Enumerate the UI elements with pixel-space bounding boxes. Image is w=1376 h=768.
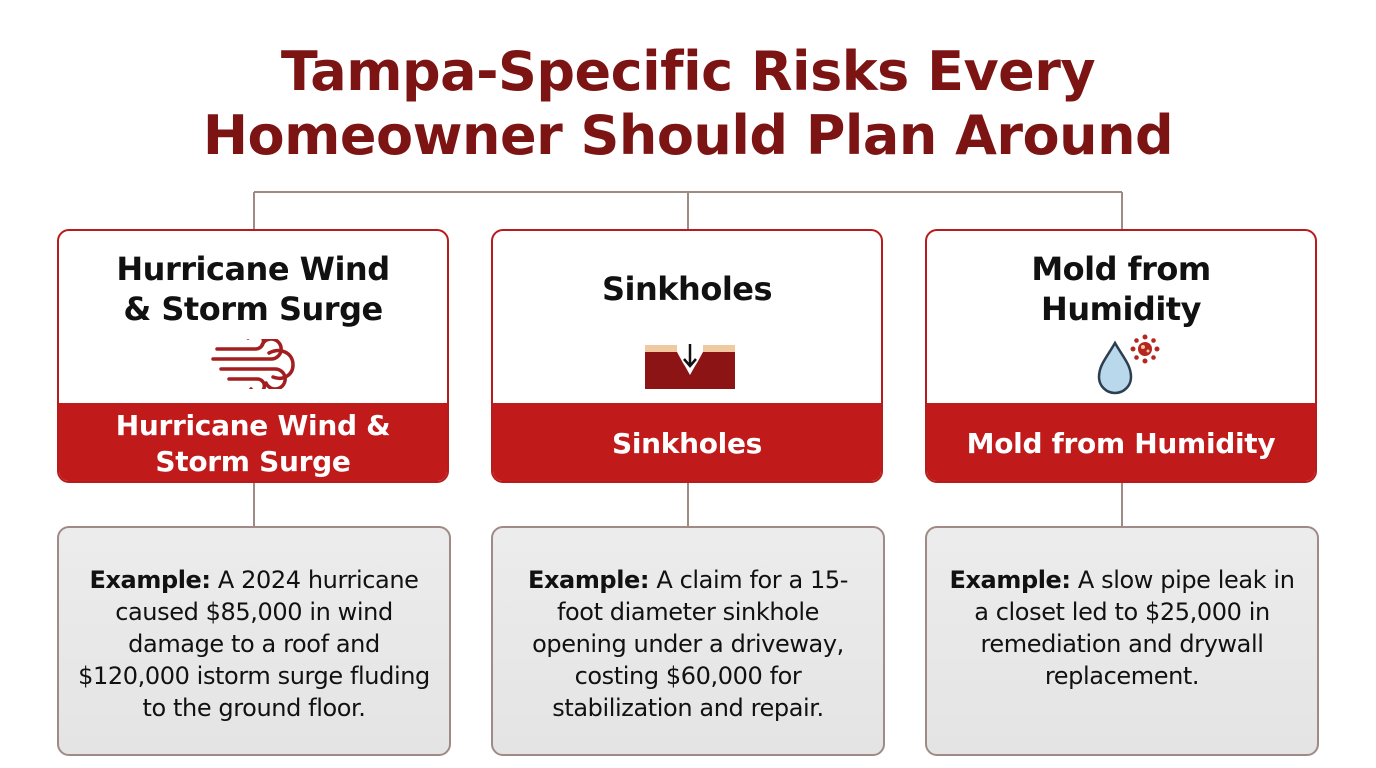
risk-card-title: Sinkholes bbox=[601, 270, 773, 308]
example-label: Example: bbox=[527, 566, 650, 594]
example-body: A claim for a 15-foot diameter sinkhole opening under a driveway, costing $60,000 for stabilization and repair. bbox=[532, 566, 849, 722]
example-label: Example: bbox=[949, 566, 1071, 594]
risk-card-title-line-2: & Storm Surge bbox=[123, 290, 383, 328]
risk-card-header bbox=[493, 231, 881, 403]
risk-card-band: Mold from Humidity bbox=[927, 403, 1315, 483]
example-box-mold bbox=[925, 526, 1319, 756]
example-label: Example: bbox=[89, 566, 211, 594]
water-drop-mold-icon bbox=[1093, 331, 1163, 401]
example-text bbox=[941, 564, 1303, 692]
example-box-hurricane bbox=[57, 526, 451, 756]
risk-card-header bbox=[59, 231, 447, 403]
risk-card-mold bbox=[925, 229, 1317, 483]
example-text bbox=[73, 564, 435, 724]
risk-card-band: Hurricane Wind & Storm Surge bbox=[59, 403, 447, 483]
risk-card-title bbox=[927, 249, 1315, 329]
risk-card-title-line-1: Hurricane Wind bbox=[116, 250, 390, 288]
risk-card-title-line-2: Humidity bbox=[1041, 290, 1201, 328]
wind-gust-icon bbox=[211, 339, 299, 393]
title-line-1: Tampa-Specific Risks Every bbox=[280, 40, 1096, 103]
risk-card-band: Sinkholes bbox=[493, 403, 881, 483]
risk-card-header bbox=[927, 231, 1315, 403]
example-body: A 2024 hurricane caused $85,000 in wind damage to a roof and $120,000 istorm surge fluding to the ground floor. bbox=[78, 566, 430, 722]
risk-card-title bbox=[59, 249, 447, 329]
example-text bbox=[507, 564, 869, 724]
example-body: A slow pipe leak in a closet led to $25,000 in remediation and drywall replacement. bbox=[974, 566, 1295, 690]
risk-card-hurricane bbox=[57, 229, 449, 483]
risk-card-sinkholes bbox=[491, 229, 883, 483]
title-line-2: Homeowner Should Plan Around bbox=[202, 104, 1174, 167]
risk-card-title-line-1: Mold from bbox=[1031, 250, 1211, 288]
sinkhole-icon bbox=[643, 341, 737, 395]
example-box-sinkholes bbox=[491, 526, 885, 756]
